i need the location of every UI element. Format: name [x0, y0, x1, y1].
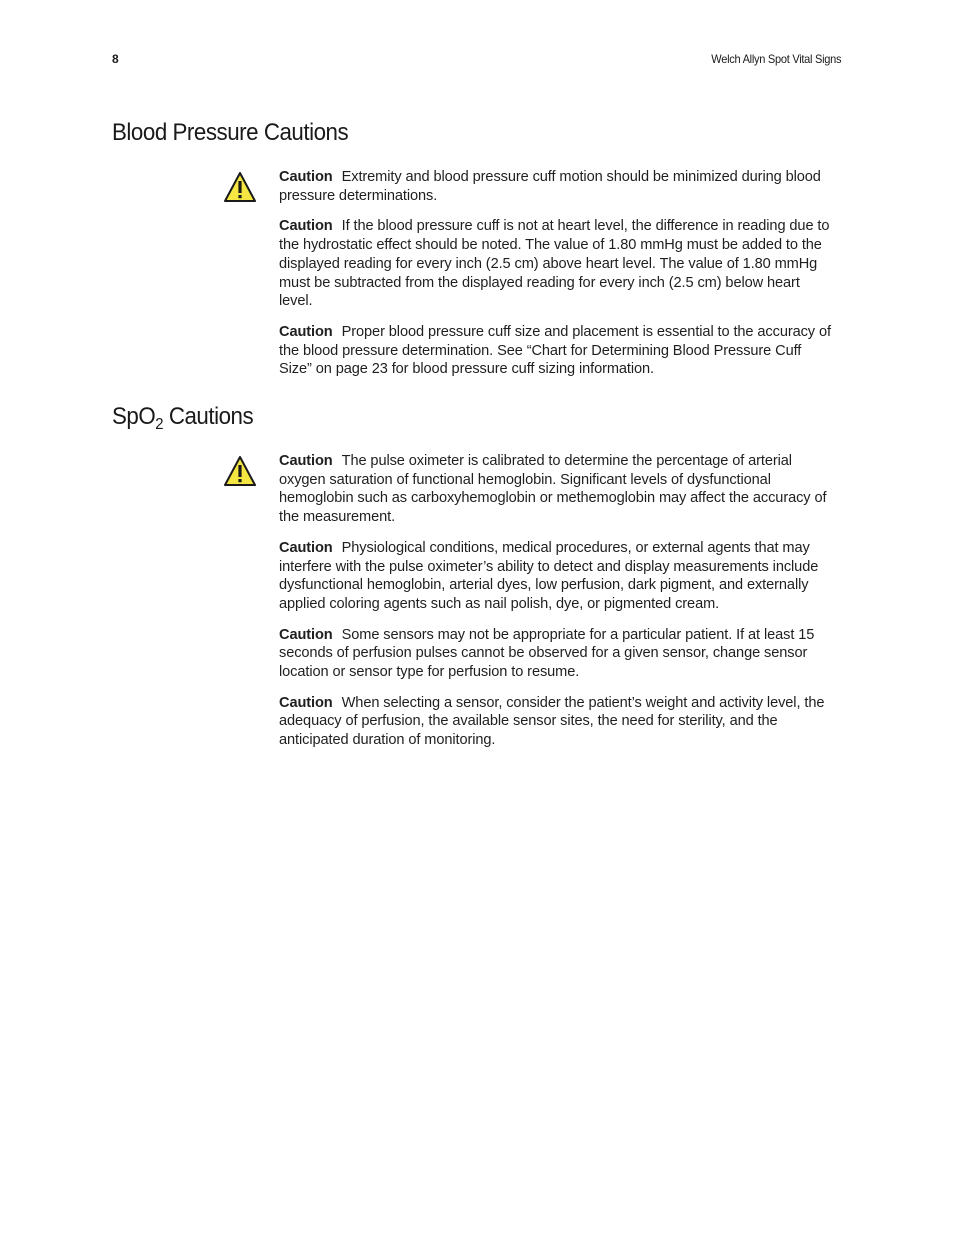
- page-number: 8: [112, 52, 119, 66]
- caution-paragraph: [279, 323, 835, 379]
- caution-paragraph: [279, 217, 835, 311]
- section-title-main: SpO: [112, 403, 156, 430]
- warning-triangle-icon: [223, 455, 257, 487]
- section-title-spo2: [112, 402, 253, 432]
- caution-list-spo2: [279, 452, 835, 762]
- caution-label: Caution: [279, 626, 333, 643]
- caution-label: Caution: [279, 539, 333, 556]
- caution-text: Extremity and blood pressure cuff motion should be minimized during blood pressure determinations.: [279, 169, 821, 204]
- running-header-title: Welch Allyn Spot Vital Signs: [711, 52, 841, 66]
- section-title-blood-pressure: Blood Pressure Cautions: [112, 119, 349, 146]
- caution-text: The pulse oximeter is calibrated to determine the percentage of arterial oxygen saturation of functional hemoglobin. Significant levels of dysfunctional hemoglobin such as carboxyhemoglobin or methemoglobin may affect the accuracy of the measurement.: [279, 453, 827, 526]
- caution-label: Caution: [279, 218, 333, 235]
- caution-paragraph: [279, 539, 835, 614]
- caution-paragraph: [279, 452, 835, 527]
- caution-paragraph: [279, 626, 835, 682]
- caution-label: Caution: [279, 169, 333, 185]
- caution-label: Caution: [279, 694, 333, 711]
- caution-label: Caution: [279, 323, 333, 340]
- caution-text: Some sensors may not be appropriate for a particular patient. If at least 15 seconds of perfusion pulses cannot be observed for a given sensor, change sensor location or sensor type for perfusion to resume.: [279, 626, 815, 681]
- warning-triangle-icon: [223, 171, 257, 203]
- caution-text: Physiological conditions, medical procedures, or external agents that may interfere with the pulse oximeter’s ability to detect and display measurements include dysfunctional hemoglobin, arterial dyes, low perfusion, dark pigment, and externally applied coloring agents such as nail polish, dye, or pigmented cream.: [279, 539, 819, 612]
- caution-label: Caution: [279, 453, 333, 469]
- caution-text: When selecting a sensor, consider the patient’s weight and activity level, the adequacy of perfusion, the available sensor sites, the need for sterility, and the anticipated duration of monitoring.: [279, 694, 825, 749]
- caution-text: Proper blood pressure cuff size and placement is essential to the accuracy of the blood pressure determination. See “Chart for Determining Blood Pressure Cuff Size” on page 23 for blood pressure cuff sizing information.: [279, 323, 831, 378]
- caution-paragraph: [279, 168, 835, 205]
- section-title-rest: Cautions: [163, 403, 254, 430]
- caution-text: If the blood pressure cuff is not at heart level, the difference in reading due to the hydrostatic effect should be noted. The value of 1.80 mmHg must be added to the displayed reading for every inch (2.5 cm) above heart level. The value of 1.80 mmHg must be subtracted from the displayed reading for every inch (2.5 cm) below heart level.: [279, 218, 830, 310]
- caution-paragraph: [279, 694, 835, 750]
- section-title-subscript: 2: [155, 416, 164, 433]
- caution-list-blood-pressure: [279, 168, 835, 391]
